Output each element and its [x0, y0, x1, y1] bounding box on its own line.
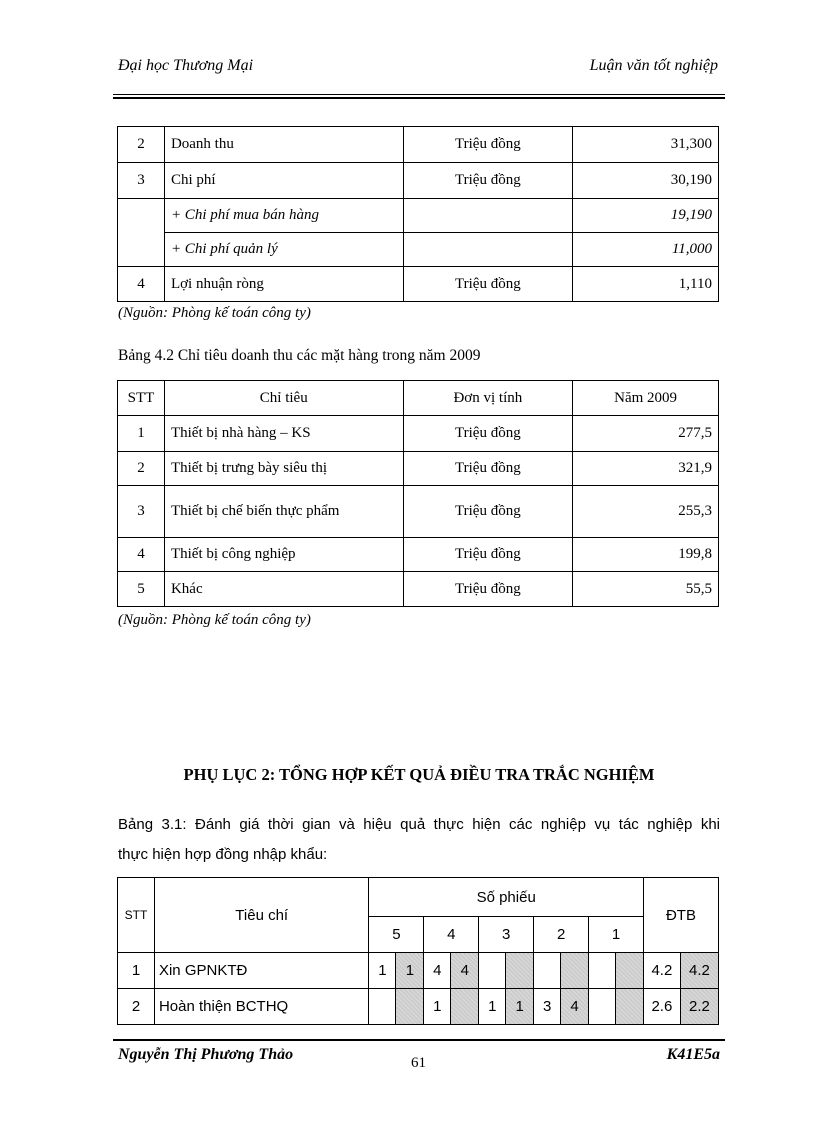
cell-stt: 4 — [118, 538, 165, 572]
table-revenue — [117, 380, 719, 607]
header-criteria: Chỉ tiêu — [164, 381, 403, 416]
table-row — [118, 127, 719, 163]
cell-stt: 2 — [118, 127, 165, 163]
cell-name: Thiết bị công nghiệp — [164, 538, 403, 572]
header-left: Đại học Thương Mại — [118, 57, 254, 74]
cell-count — [616, 953, 644, 989]
footer-rule — [113, 1039, 725, 1041]
cell-stt: 3 — [118, 163, 165, 199]
cell-value: 30,190 — [573, 163, 719, 199]
header-year: Năm 2009 — [573, 381, 719, 416]
header-unit: Đơn vị tính — [403, 381, 573, 416]
cell-unit — [403, 233, 573, 267]
source-note: (Nguồn: Phòng kế toán công ty) — [118, 612, 311, 628]
cell-unit — [403, 199, 573, 233]
cell-count: 4 — [424, 953, 451, 989]
cell-count — [479, 953, 506, 989]
table-header-row — [118, 878, 719, 917]
cell-value: 199,8 — [573, 538, 719, 572]
cell-name: Xin GPNKTĐ — [154, 953, 368, 989]
source-note: (Nguồn: Phòng kế toán công ty) — [118, 305, 311, 321]
cell-unit: Triệu đồng — [403, 486, 573, 538]
cell-count — [369, 989, 396, 1025]
header-votes: Số phiếu — [369, 878, 643, 917]
table-row — [118, 953, 719, 989]
cell-unit: Triệu đồng — [403, 267, 573, 302]
table-header-row — [118, 381, 719, 416]
cell-unit: Triệu đồng — [403, 416, 573, 452]
page-number: 61 — [411, 1055, 426, 1071]
cell-score: 4.2 — [680, 953, 718, 989]
cell-stt: 3 — [118, 486, 165, 538]
cell-value: 55,5 — [573, 572, 719, 607]
cell-unit: Triệu đồng — [403, 572, 573, 607]
cell-name: Thiết bị nhà hàng – KS — [164, 416, 403, 452]
cell-score: 2.2 — [680, 989, 718, 1025]
cell-stt: 4 — [118, 267, 165, 302]
cell-value: 1,110 — [573, 267, 719, 302]
table-caption: Bảng 4.2 Chỉ tiêu doanh thu các mặt hàng trong năm 2009 — [118, 347, 481, 364]
table-row — [118, 233, 719, 267]
table-row — [118, 199, 719, 233]
cell-value: 277,5 — [573, 416, 719, 452]
footer-class: K41E5a — [666, 1046, 720, 1063]
cell-value: 19,190 — [573, 199, 719, 233]
table-row — [118, 486, 719, 538]
cell-stt: 2 — [118, 989, 155, 1025]
score-level-5: 5 — [369, 917, 424, 953]
cell-name: Hoàn thiện BCTHQ — [154, 989, 368, 1025]
cell-count — [589, 989, 616, 1025]
table-row — [118, 538, 719, 572]
header-criteria: Tiêu chí — [154, 878, 368, 953]
cell-count — [616, 989, 644, 1025]
cell-count — [534, 953, 561, 989]
header-stt: STT — [118, 381, 165, 416]
cell-unit: Triệu đồng — [403, 163, 573, 199]
cell-name: Khác — [164, 572, 403, 607]
cell-unit: Triệu đồng — [403, 538, 573, 572]
cell-name: Thiết bị trưng bày siêu thị — [164, 452, 403, 486]
table-survey — [117, 877, 719, 1025]
cell-count: 4 — [561, 989, 589, 1025]
cell-name: Thiết bị chế biến thực phẩm — [164, 486, 403, 538]
appendix-title: PHỤ LỤC 2: TỔNG HỢP KẾT QUẢ ĐIỀU TRA TRẮC NGHIỆM — [183, 765, 655, 784]
score-level-2: 2 — [534, 917, 589, 953]
cell-count — [561, 953, 589, 989]
footer-author: Nguyễn Thị Phương Thảo — [118, 1046, 294, 1063]
table-caption-cont: thực hiện hợp đồng nhập khẩu: — [118, 846, 328, 863]
table-row — [118, 452, 719, 486]
cell-stt: 2 — [118, 452, 165, 486]
table-row — [118, 267, 719, 302]
score-level-4: 4 — [424, 917, 479, 953]
header-stt: STT — [118, 878, 155, 953]
table-row — [118, 572, 719, 607]
cell-count: 1 — [424, 989, 451, 1025]
cell-count: 4 — [451, 953, 479, 989]
cell-count: 1 — [369, 953, 396, 989]
cell-unit: Triệu đồng — [403, 127, 573, 163]
score-level-1: 1 — [589, 917, 644, 953]
cell-name: Chi phí — [164, 163, 403, 199]
cell-stt-merged — [118, 199, 165, 267]
cell-stt: 5 — [118, 572, 165, 607]
cell-value: 11,000 — [573, 233, 719, 267]
cell-count: 3 — [534, 989, 561, 1025]
table-caption: Bảng 3.1: Đánh giá thời gian và hiệu quả thực hiện các nghiệp vụ tác nghiệp khi — [118, 816, 720, 833]
cell-name: Lợi nhuận ròng — [164, 267, 403, 302]
cell-stt: 1 — [118, 416, 165, 452]
cell-unit: Triệu đồng — [403, 452, 573, 486]
cell-value: 31,300 — [573, 127, 719, 163]
cell-count — [451, 989, 479, 1025]
cell-name: + Chi phí quản lý — [164, 233, 403, 267]
table-finance — [117, 126, 719, 302]
header-rule-thick — [113, 97, 725, 99]
table-row — [118, 163, 719, 199]
cell-value: 321,9 — [573, 452, 719, 486]
cell-count — [506, 953, 534, 989]
cell-count: 1 — [479, 989, 506, 1025]
cell-score: 2.6 — [643, 989, 680, 1025]
table-row — [118, 416, 719, 452]
score-level-3: 3 — [479, 917, 534, 953]
cell-score: 4.2 — [643, 953, 680, 989]
cell-count — [396, 989, 424, 1025]
header-rule — [113, 94, 725, 95]
cell-count: 1 — [506, 989, 534, 1025]
header-right: Luận văn tốt nghiệp — [589, 57, 718, 74]
cell-count — [589, 953, 616, 989]
cell-stt: 1 — [118, 953, 155, 989]
cell-name: Doanh thu — [164, 127, 403, 163]
header-score: ĐTB — [643, 878, 718, 953]
cell-value: 255,3 — [573, 486, 719, 538]
cell-count: 1 — [396, 953, 424, 989]
cell-name: + Chi phí mua bán hàng — [164, 199, 403, 233]
table-row — [118, 989, 719, 1025]
